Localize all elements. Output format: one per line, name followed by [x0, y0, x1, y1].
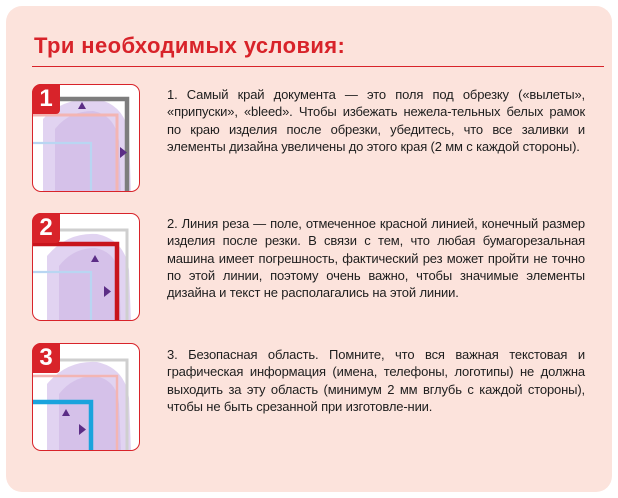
- step-2-description: 2. Линия реза — поле, отмеченное красной линией, конечный размер изделия после резки. В связи с тем, что любая бумагорезальная машина имеет погрешность, фактический рез может пройти не точно по этой линии, поэтому очень важно, чтобы значимые элементы дизайна и текст не располагались на этой линии.: [167, 216, 585, 301]
- step-1-thumbnail: [32, 84, 140, 192]
- page-title: Три необходимых условия:: [34, 33, 346, 58]
- step-number-badge: 2: [32, 213, 60, 243]
- step-3-thumbnail: [32, 343, 140, 451]
- step-number-badge: 3: [32, 343, 60, 373]
- step-1-description: 1. Самый край документа — это поля под обрезку («вылеты», «припуски», «bleed». Чтобы избежать нежела-тельных белых рамок по краю изделия после обрезки, убедитесь, что все заливки и элементы дизайна увеличены до этого края (2 мм с каждой стороны).: [167, 87, 585, 154]
- step-number-badge: 1: [32, 84, 60, 114]
- step-2-thumbnail: [32, 213, 140, 321]
- step-3-description: 3. Безопасная область. Помните, что вся важная текстовая и графическая информация (имена, телефоны, логотипы) не должна выходить за эту область (минимум 2 мм вглубь с каждой стороны), чтобы не быть срезанной при изготовле-нии.: [167, 347, 585, 414]
- title-divider: [32, 66, 604, 67]
